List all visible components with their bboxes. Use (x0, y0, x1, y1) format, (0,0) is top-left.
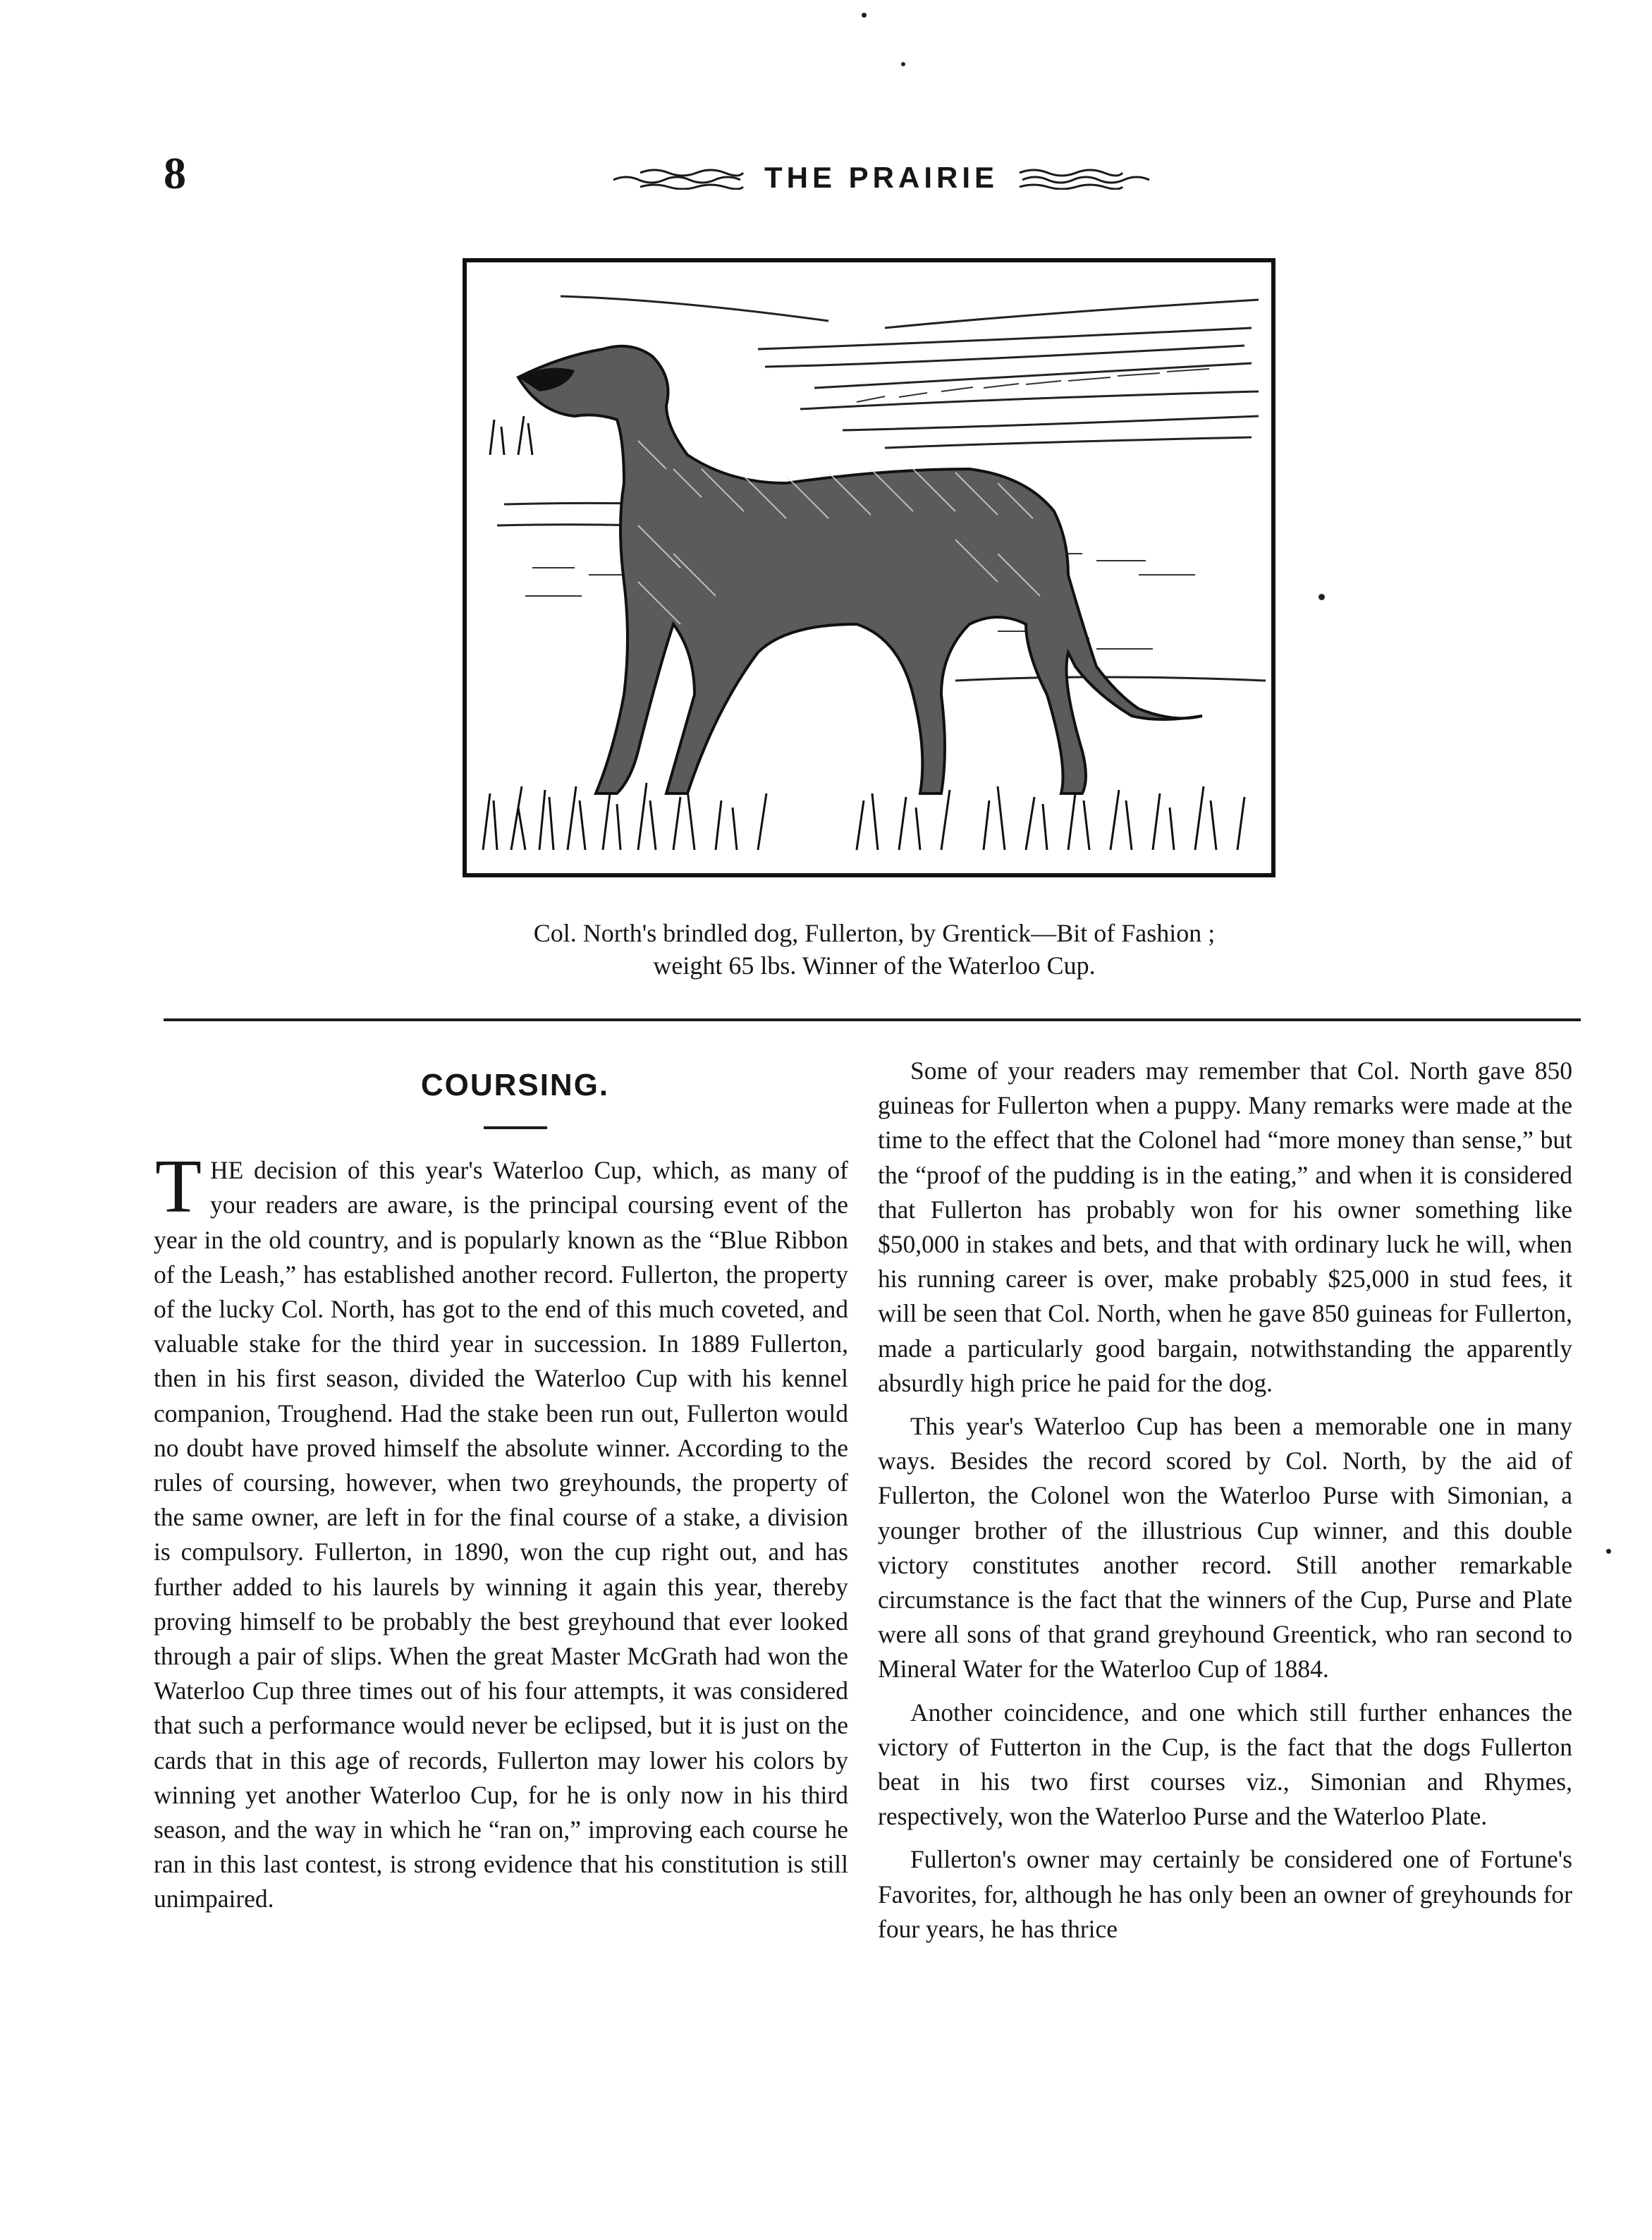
section-divider (164, 1018, 1581, 1021)
left-flourish-icon (612, 166, 746, 190)
greyhound-engraving (462, 257, 1276, 878)
running-head (557, 157, 1206, 199)
print-speck (862, 13, 867, 18)
left-column-text: HE decision of this year's Waterloo Cup, which, as many of your readers are aware, is the principal coursing event of the year in the old country, and is popularly known as the “Blue Ribbon of the Leash,” has established another record. Fullerton, the property of the lucky Col. North, has got to the end of this much coveted, and valuable stake for the third year in succession. In 1889 Fullerton, then in his first season, divided the Waterloo Cup with his kennel companion, Troughend. Had the stake been run out, Fullerton would no doubt have proved himself the absolute winner. According to the rules of coursing, however, when two greyhounds, the property of the same owner, are left in for the final course of a stake, a division is compulsory. Fullerton, in 1890, won the cup right out, and has further added to his laurels by winning it again this year, thereby proving himself to be probably the best greyhound that ever looked through a pair of slips. When the great Master McGrath had won the Waterloo Cup three times out of his four attempts, it was considered that such a performance would never be eclipsed, but it is just on the cards that in this age of records, Fullerton may lower his colors by winning yet another Waterloo Cup, for he is only now in his third season, and the way in which he “ran on,” improving each course he ran in this last contest, is strong evidence that his constitution is still unimpaired. (154, 1156, 848, 1913)
right-flourish-icon (1017, 166, 1151, 190)
page-number: 8 (164, 148, 186, 198)
right-paragraph-2: This year's Waterloo Cup has been a memorable one in many ways. Besides the record scored by Col. North, by the aid of Fullerton, the Colonel won the Waterloo Purse with Simonian, a younger brother of the illustrious Cup winner, and this double victory constitutes another record. Still another remarkable circumstance is the fact that the winners of the Cup, Purse and Plate were all sons of that grand greyhound Greentick, who ran second to Mineral Water for the Waterloo Cup of 1884. (878, 1412, 1572, 1684)
print-speck (1606, 1549, 1611, 1554)
caption-line-1: Col. North's brindled dog, Fullerton, by Grentick—Bit of Fashion ; (533, 919, 1216, 947)
article-heading: COURSING. (420, 1068, 610, 1102)
article-paragraph (154, 1145, 848, 1916)
right-column (878, 1054, 1572, 1955)
heading-rule (484, 1126, 547, 1129)
figure-caption (395, 917, 1354, 982)
drop-cap: T (155, 1145, 202, 1229)
print-speck (1318, 594, 1325, 600)
right-paragraph-3: Another coincidence, and one which still further enhances the victory of Futterton in the Cup, is the fact that the dogs Fullerton beat in his two first courses viz., Simonian and Rhymes, respectively, won the Waterloo Purse and the Waterloo Plate. (878, 1698, 1572, 1831)
caption-line-2: weight 65 lbs. Winner of the Waterloo Cup. (653, 951, 1096, 980)
running-title: THE PRAIRIE (764, 161, 999, 194)
right-paragraph-4: Fullerton's owner may certainly be considered one of Fortune's Favorites, for, although he has only been an owner of greyhounds for four years, he has thrice (878, 1845, 1572, 1943)
print-speck (901, 62, 905, 66)
right-paragraph-1: Some of your readers may remember that Col. North gave 850 guineas for Fullerton when a puppy. Many remarks were made at the time to the effect that the Colonel had “more money than sense,” but the “proof of the pudding is in the eating,” and when it is considered that Fullerton has probably won for his owner something like $50,000 in stakes and bets, and that with ordinary luck he will, when his running career is over, make probably $25,000 in stud fees, it will be seen that Col. North, when he gave 850 guineas for Fullerton, made a particularly good bargain, notwithstanding the apparently absurdly high price he paid for the dog. (878, 1057, 1572, 1397)
left-column (154, 1054, 848, 1917)
